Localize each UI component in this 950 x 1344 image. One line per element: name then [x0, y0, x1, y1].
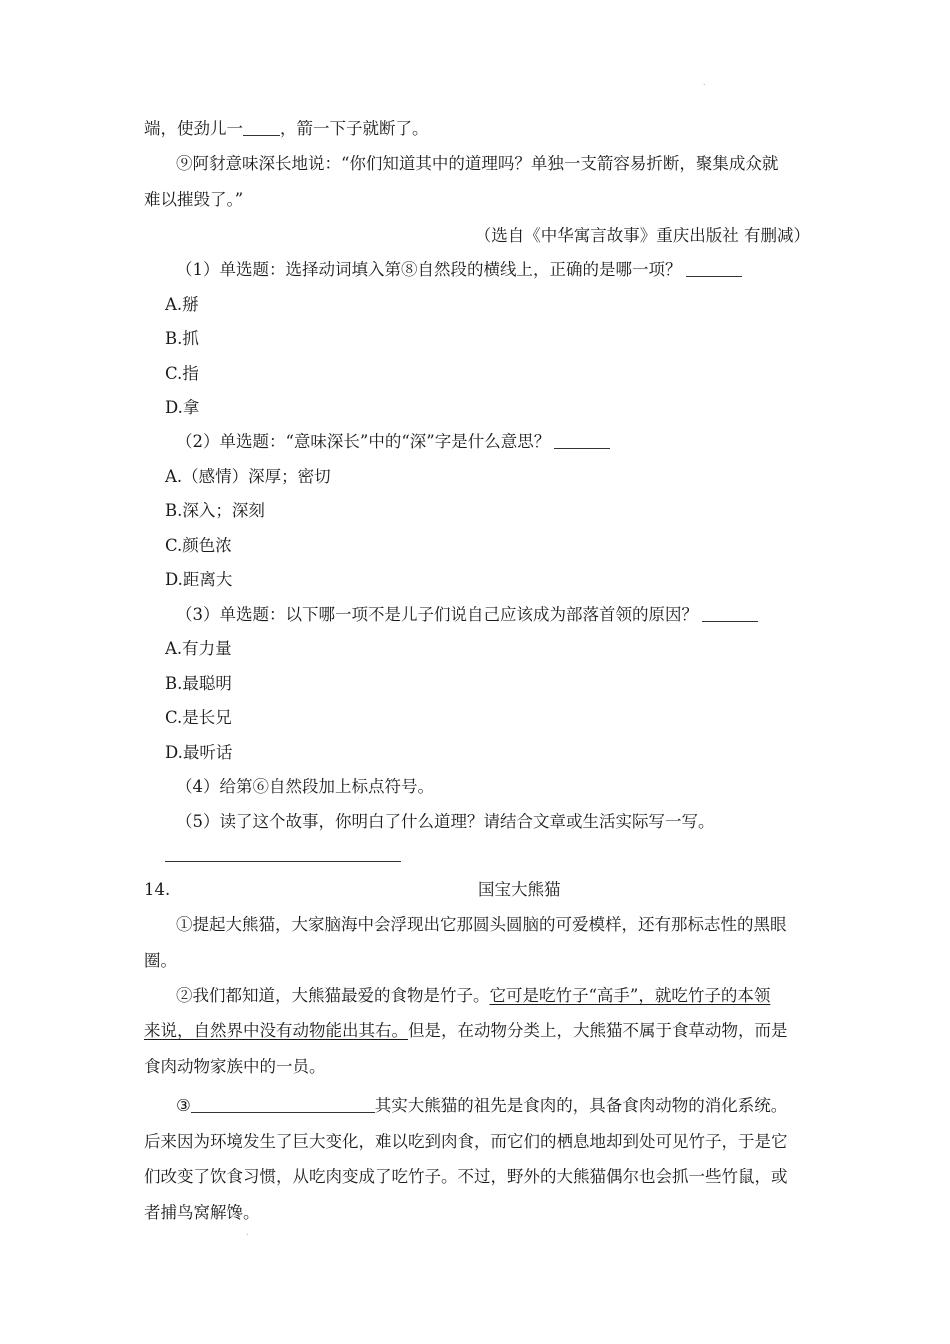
story-source: （选自《中华寓言故事》重庆出版社 有删减） — [474, 226, 810, 245]
s14-p1-line2: 圈。 — [144, 951, 177, 970]
question-4: （4）给第⑥自然段加上标点符号。 — [176, 777, 434, 796]
s14-p3-line1 — [176, 1095, 846, 1117]
q3-option-a[interactable]: A.有力量 — [165, 639, 232, 658]
q1-option-d[interactable]: D.拿 — [165, 398, 200, 417]
q1-option-b[interactable]: B.抓 — [165, 329, 199, 348]
s14-p2-underlined-1: 它可是吃竹子“高手”，就吃竹子的本领 — [489, 986, 771, 1005]
para8-end-pre: 端，使劲儿一 — [144, 119, 243, 138]
para9-line2: 难以摧毁了。” — [144, 190, 244, 209]
question-3-stem: （3）单选题：以下哪一项不是儿子们说自己应该成为部落首领的原因？ — [176, 605, 698, 624]
page-mark-top: ˎ — [703, 76, 706, 85]
s14-p2-plain-1: ②我们都知道，大熊猫最爱的食物是竹子。 — [176, 986, 490, 1005]
s14-p2-line3: 食肉动物家族中的一员。 — [144, 1057, 326, 1076]
section-14-number: 14. — [144, 880, 171, 899]
s14-p3-marker: ③ — [176, 1096, 191, 1115]
question-1-stem: （1）单选题：选择动词填入第⑧自然段的横线上，正确的是哪一项？ — [176, 260, 682, 279]
question-5-answer-line[interactable] — [165, 861, 401, 862]
question-2-answer-blank[interactable] — [554, 432, 610, 449]
s14-p2-plain-2: 但是，在动物分类上，大熊猫不属于食草动物，而是 — [408, 1021, 788, 1040]
s14-p2-underlined-2: 来说，自然界中没有动物能出其右。 — [144, 1021, 408, 1040]
question-2-stem: （2）单选题：“意味深长”中的“深”字是什么意思？ — [176, 432, 551, 451]
question-2 — [176, 431, 846, 453]
para8-end-post: ，箭一下子就断了。 — [280, 119, 429, 138]
q3-option-d[interactable]: D.最听话 — [165, 743, 233, 762]
para9-line1: ⑨阿豺意味深长地说：“你们知道其中的道理吗？单独一支箭容易折断，聚集成众就 — [176, 154, 779, 173]
question-1-answer-blank[interactable] — [686, 260, 742, 277]
s14-p1-line1: ①提起大熊猫，大家脑海中会浮现出它那圆头圆脑的可爱模样，还有那标志性的黑眼 — [176, 915, 787, 934]
q2-option-d[interactable]: D.距离大 — [165, 570, 233, 589]
para8-end — [144, 118, 814, 140]
page-mark-bottom: ˎ — [246, 1226, 249, 1235]
s14-p2-line2 — [144, 1020, 814, 1042]
question-3 — [176, 604, 846, 626]
s14-p3-line1-rest: 其实大熊猫的祖先是食肉的，具备食肉动物的消化系统。 — [374, 1096, 788, 1115]
question-3-answer-blank[interactable] — [702, 605, 758, 622]
q1-option-a[interactable]: A.掰 — [165, 295, 199, 314]
q3-option-b[interactable]: B.最聪明 — [165, 674, 232, 693]
section-14-title: 国宝大熊猫 — [478, 880, 561, 899]
para8-blank[interactable] — [243, 119, 280, 136]
question-5: （5）读了这个故事，你明白了什么道理？请结合文章或生活实际写一写。 — [176, 812, 715, 831]
question-1 — [176, 259, 846, 281]
q3-option-c[interactable]: C.是长兄 — [165, 708, 232, 727]
q1-option-c[interactable]: C.指 — [165, 364, 199, 383]
q2-option-c[interactable]: C.颜色浓 — [165, 536, 232, 555]
s14-p3-blank[interactable] — [191, 1096, 375, 1113]
s14-p2-line1 — [176, 985, 846, 1007]
q2-option-a[interactable]: A.（感情）深厚；密切 — [165, 467, 331, 486]
s14-p3-line4: 者捕鸟窝解馋。 — [144, 1203, 260, 1222]
s14-p3-line3: 们改变了饮食习惯，从吃肉变成了吃竹子。不过，野外的大熊猫偶尔也会抓一些竹鼠，或 — [144, 1167, 788, 1186]
s14-p3-line2: 后来因为环境发生了巨大变化，难以吃到肉食，而它们的栖息地却到处可见竹子，于是它 — [144, 1132, 788, 1151]
q2-option-b[interactable]: B.深入；深刻 — [165, 501, 265, 520]
